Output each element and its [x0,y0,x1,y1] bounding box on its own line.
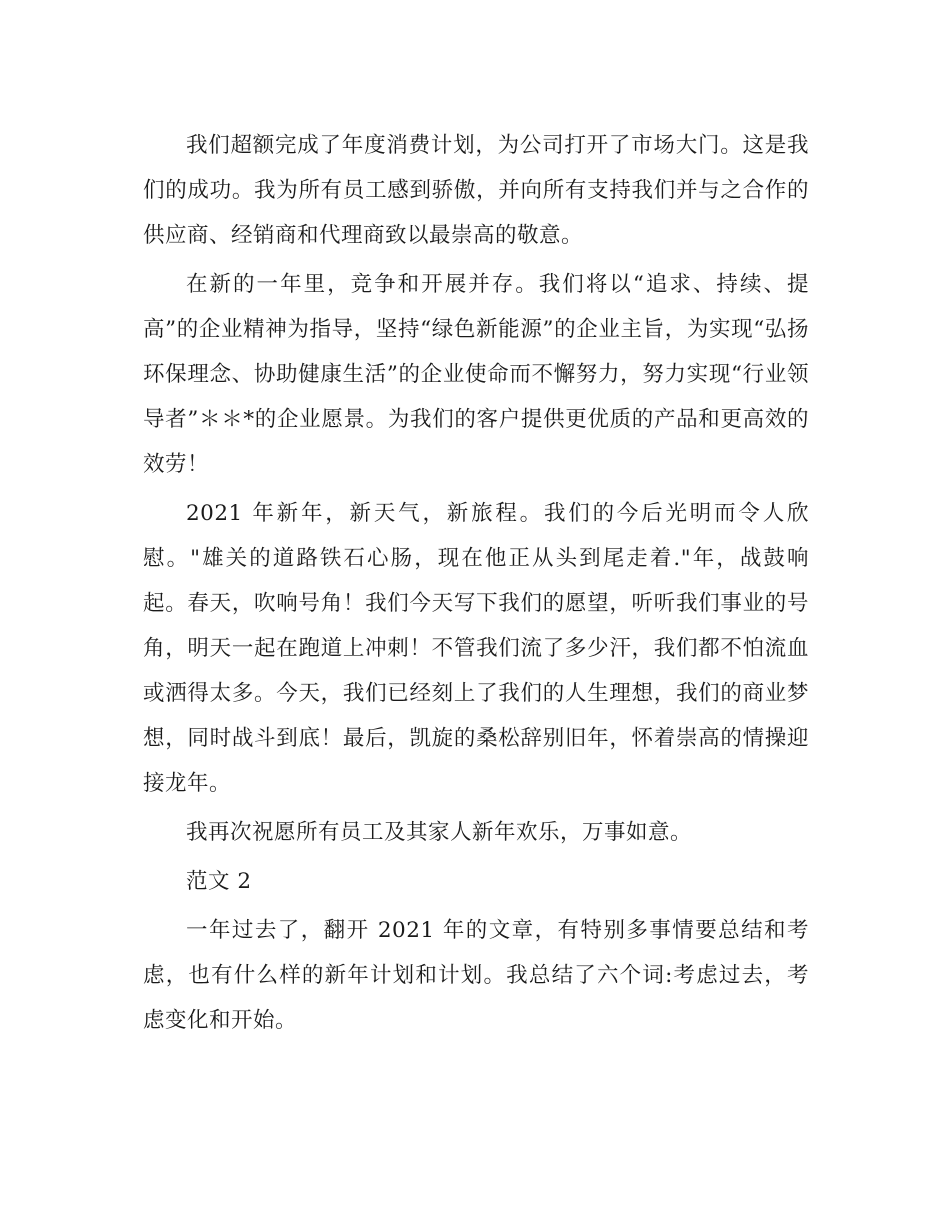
paragraph-wishes: 我再次祝愿所有员工及其家人新年欢乐，万事如意。 [186,820,693,845]
section-heading-sample-2: 范文 2 [186,869,252,894]
paragraph-year-summary: 一年过去了，翻开 2021 年的文章，有特别多事情要总结和考虑，也有什么样的新年计划和计划。我总结了六个词:考虑过去，考虑变化和开始。 [143,918,809,1033]
paragraph-achievement: 我们超额完成了年度消费计划，为公司打开了市场大门。这是我们的成功。我为所有员工感到骄傲，并向所有支持我们并与之合作的供应商、经销商和代理商致以最崇高的敬意。 [143,133,809,248]
paragraph-2021-new-year: 2021 年新年，新天气，新旅程。我们的今后光明而令人欣慰。"雄关的道路铁石心肠，现在他正从头到尾走着."年，战鼓响起。春天，吹响号角！我们今天写下我们的愿望，听听我们事业的号角，明天一起在跑道上冲刺！不管我们流了多少汗，我们都不怕流血或洒得太多。今天，我们已经刻上了我们的人生理想，我们的商业梦想，同时战斗到底！最后，凯旋的桑松辞别旧年，怀着崇高的情操迎接龙年。 [143,501,809,796]
document-page [143,123,809,1043]
paragraph-new-year-vision: 在新的一年里，竞争和开展并存。我们将以“追求、持续、提高”的企业精神为指导，坚持“绿色新能源”的企业主旨，为实现“弘扬环保理念、协助健康生活”的企业使命而不懈努力，努力实现“行业领导者”＊＊*的企业愿景。为我们的客户提供更优质的产品和更高效的效劳！ [143,272,809,477]
